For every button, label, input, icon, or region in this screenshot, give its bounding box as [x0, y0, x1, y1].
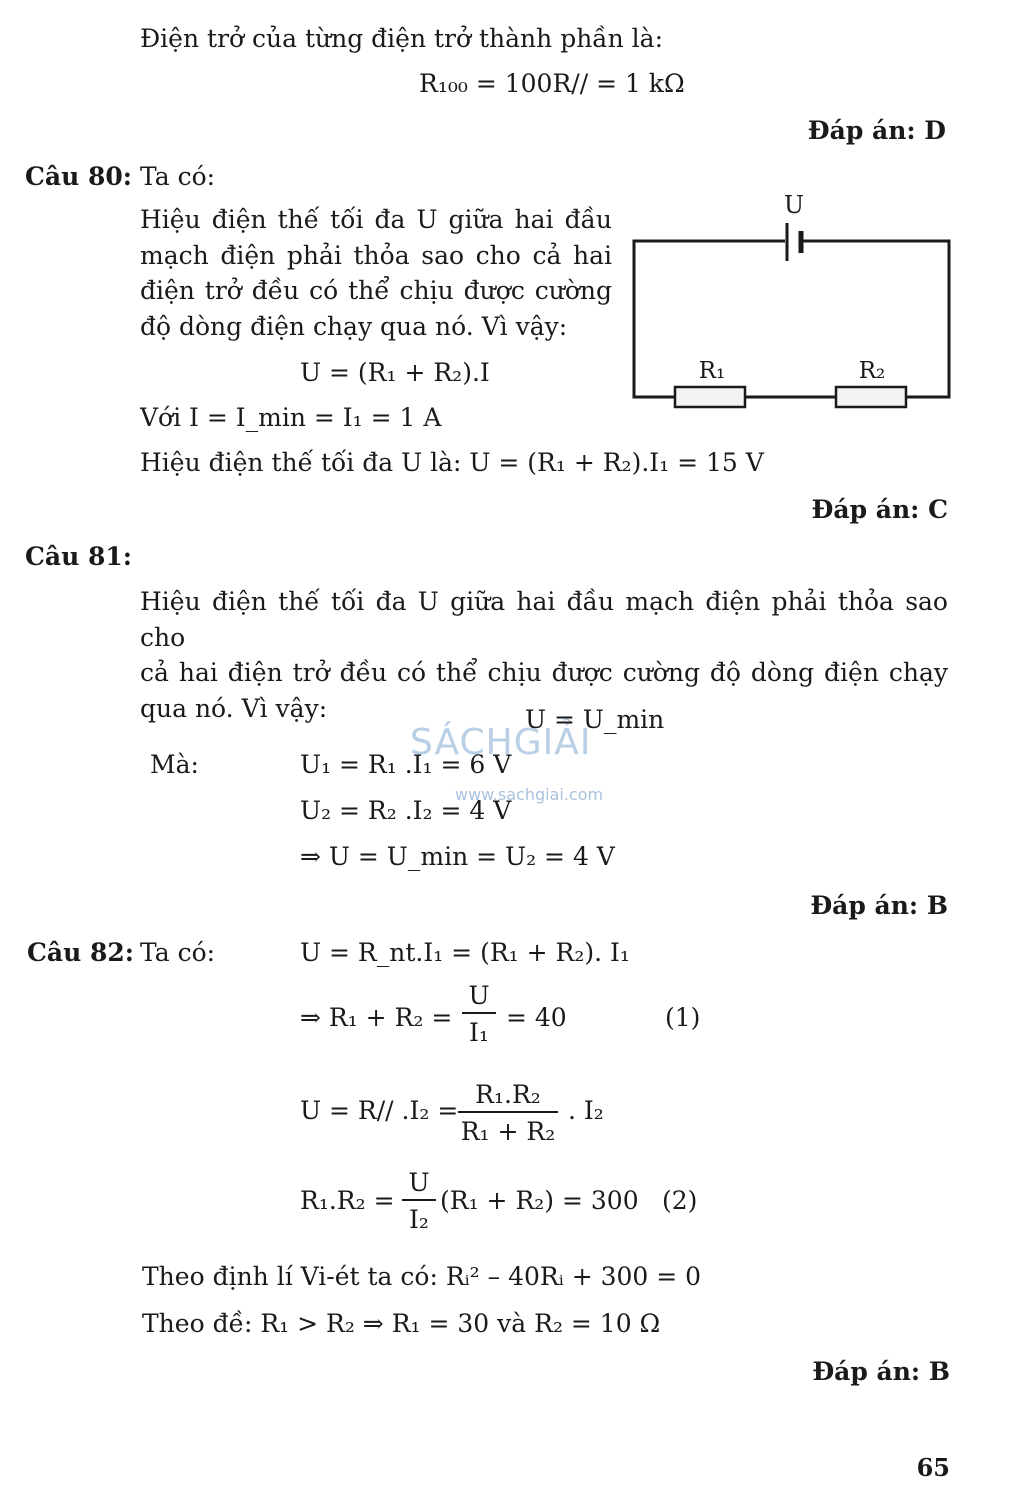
- fraction-numerator: U: [468, 981, 490, 1010]
- r1-label: R₁: [698, 358, 726, 384]
- s79-answer: Đáp án: D: [807, 116, 946, 145]
- s80-paragraph: [140, 202, 612, 344]
- s82-eq4-tag: (2): [662, 1186, 698, 1215]
- page-number: 65: [916, 1453, 950, 1482]
- s82-eq4-fraction: [402, 1170, 436, 1232]
- circuit-diagram: [620, 185, 960, 415]
- watermark-logo: SÁCHGIẢI: [410, 722, 592, 763]
- s80-answer: Đáp án: C: [811, 495, 948, 524]
- resistor-r2: [836, 387, 906, 407]
- s82-eq2-fraction: [462, 983, 496, 1045]
- s80-label: Câu 80:: [25, 162, 132, 191]
- s80-line: điện trở đều có thể chịu được cường: [140, 276, 612, 305]
- s82-eq2-rhs: = 40: [506, 1003, 567, 1032]
- resistor-r1: [675, 387, 745, 407]
- s82-eq1: U = R_nt.I₁ = (R₁ + R₂). I₁: [300, 938, 630, 967]
- s81-eq-main: U = U_min: [525, 705, 665, 734]
- s82-eq2-tag: (1): [665, 1003, 701, 1032]
- fraction-denominator: R₁ + R₂: [458, 1111, 558, 1144]
- s81-line: cả hai điện trở đều có thể chịu được cường độ dòng điện chạy: [140, 658, 948, 687]
- s81-eq3: ⇒ U = U_min = U₂ = 4 V: [300, 842, 615, 871]
- r2-label: R₂: [858, 358, 886, 384]
- battery-label: U: [783, 191, 805, 219]
- watermark-url: www.sachgiai.com: [455, 785, 604, 804]
- s82-eq3-rhs: . I₂: [568, 1096, 604, 1125]
- s79-equation: R₁₀₀ = 100R// = 1 kΩ: [419, 69, 685, 98]
- s80-intro: Ta có:: [140, 162, 216, 191]
- s80-eq1: U = (R₁ + R₂).I: [300, 358, 490, 387]
- s81-eq1: U₁ = R₁ .I₁ = 6 V: [300, 750, 512, 779]
- s82-intro: Ta có:: [140, 938, 216, 967]
- s82-eq4-rhs: (R₁ + R₂) = 300: [440, 1186, 639, 1215]
- s80-eq3: Hiệu điện thế tối đa U là: U = (R₁ + R₂).I₁ = 15 V: [140, 448, 764, 477]
- s82-label: Câu 82:: [27, 938, 134, 967]
- s81-label: Câu 81:: [25, 542, 132, 571]
- fraction-numerator: U: [408, 1168, 430, 1197]
- s82-eq2-lhs: ⇒ R₁ + R₂ =: [300, 1003, 453, 1032]
- s82-vieta: Theo định lí Vi-ét ta có: Rᵢ² – 40Rᵢ + 300 = 0: [142, 1262, 702, 1291]
- s82-conclusion: Theo đề: R₁ > R₂ ⇒ R₁ = 30 và R₂ = 10 Ω: [142, 1309, 661, 1338]
- fraction-denominator: I₂: [402, 1199, 436, 1232]
- fraction-denominator: I₁: [462, 1012, 496, 1045]
- s82-eq3-fraction: [458, 1082, 558, 1144]
- fraction-numerator: R₁.R₂: [475, 1080, 541, 1109]
- s82-answer: Đáp án: B: [812, 1357, 950, 1386]
- s80-eq2: Với I = I_min = I₁ = 1 A: [140, 403, 442, 432]
- s81-eq2: U₂ = R₂ .I₂ = 4 V: [300, 796, 512, 825]
- s80-line: mạch điện phải thỏa sao cho cả hai: [140, 240, 612, 270]
- s81-line: Hiệu điện thế tối đa U giữa hai đầu mạch điện phải thỏa sao cho: [140, 587, 948, 652]
- s82-eq4-lhs: R₁.R₂ =: [300, 1186, 395, 1215]
- s80-line: Hiệu điện thế tối đa U giữa hai đầu: [140, 205, 612, 234]
- s81-line: qua nó. Vì vậy:: [140, 693, 328, 723]
- s80-line: độ dòng điện chạy qua nó. Vì vậy:: [140, 311, 568, 341]
- s81-answer: Đáp án: B: [810, 891, 948, 920]
- s82-eq3-lhs: U = R// .I₂ =: [300, 1096, 459, 1125]
- s81-ma: Mà:: [150, 750, 199, 779]
- s79-text: Điện trở của từng điện trở thành phần là:: [140, 24, 663, 53]
